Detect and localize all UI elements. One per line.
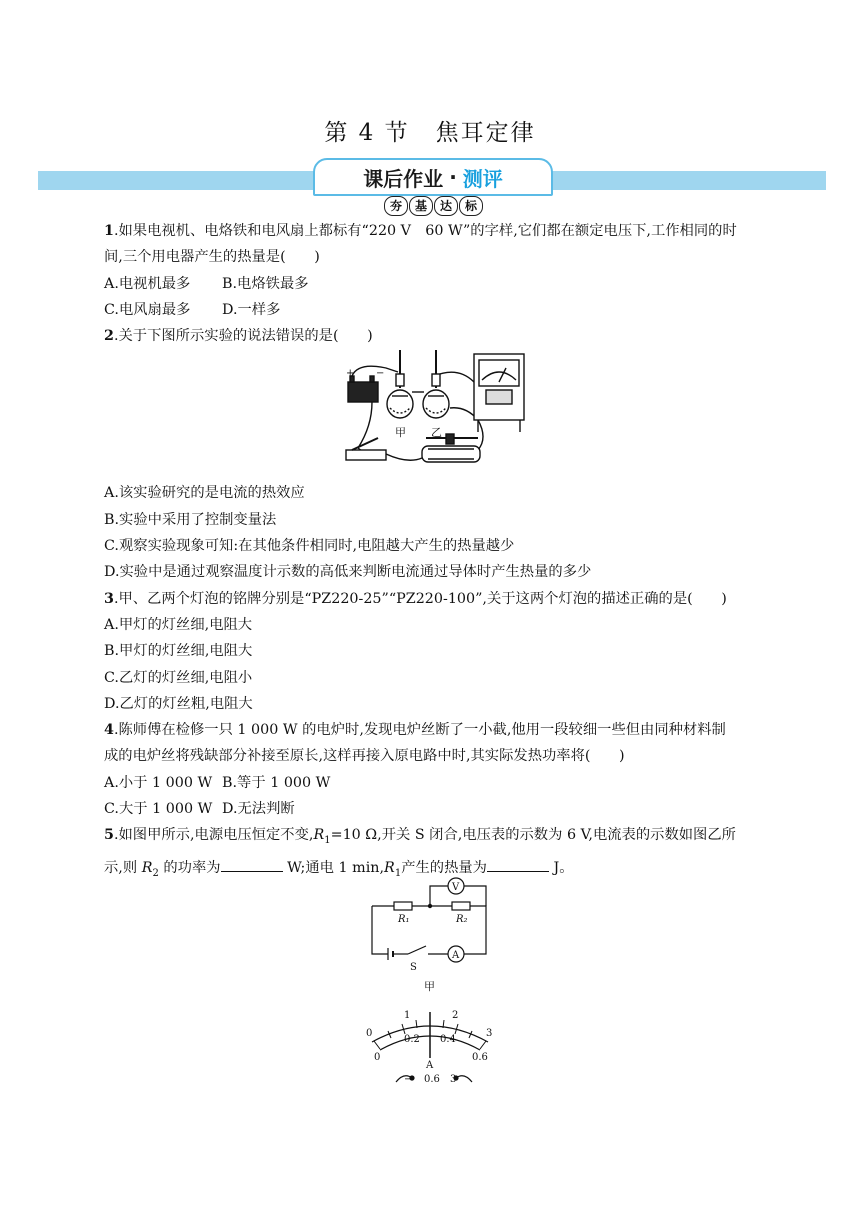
q5-circuit-figure [366,874,492,972]
q1-option-a: A.电视机最多 [104,275,191,292]
badge-char: 达 [434,196,458,216]
badge-char: 基 [409,196,433,216]
ammeter-label: A [452,950,460,961]
battery-icon [348,382,378,402]
flask-label-jia: 甲 [395,426,406,439]
q5-r2-sub: 2 [152,867,159,879]
voltmeter-label: V [452,882,460,893]
q1-text-line1: .如果电视机、电烙铁和电风扇上都标有“220 V 60 W”的字样,它们都在额定电压下,工作相同的时 [113,223,737,239]
q1-number: 1 [104,223,114,239]
q4-option-b: B.等于 1 000 W [222,774,331,791]
section-name: 焦耳定律 [435,120,536,146]
q3-stem [104,586,764,612]
q5-text-e: W;通电 1 min, [282,859,385,876]
q5-text-d: 的功率为 [158,859,221,876]
dial-lower-0.4: 0.4 [440,1034,456,1045]
q2-option-d: D.实验中是通过观察温度计示数的高低来判断电流通过导体时产生热量的多少 [104,564,592,581]
flask-left-icon [387,390,413,418]
banner-part1: 课后作业 [363,166,444,191]
dial-upper-0: 0 [366,1028,373,1039]
q5-r1: R [313,827,325,844]
switch-icon [346,450,386,460]
flask-right-icon [423,390,449,418]
terminal-minus: − [404,1074,413,1085]
r1-label: R₁ [398,914,410,925]
q1-option-c: C.电风扇最多 [104,301,191,318]
badge-char: 标 [459,196,483,216]
q2-number: 2 [104,328,114,345]
q4-options-row2 [104,796,764,822]
q1-options-row2 [104,297,764,323]
q3-option-a: A.甲灯的灯丝细,电阻大 [104,616,253,633]
battery-plus: + [346,368,355,379]
q5-text-b: =10 Ω,开关 S 闭合,电压表的示数为 6 V,电流表的示数如图乙所 [330,827,736,844]
q1-option-b: B.电烙铁最多 [222,275,309,292]
q2-text: .关于下图所示实验的说法错误的是( ) [113,328,373,345]
q4-text-line1: .陈师傅在检修一只 1 000 W 的电炉时,发现电炉丝断了一小截,他用一段较细一些但由同种材料制 [113,722,726,739]
level-badge [384,196,483,216]
q5-text-f: 产生的热量为 [401,859,487,876]
q3-number: 3 [104,590,114,607]
terminal-0.6: 0.6 [424,1074,440,1085]
q5-ammeter-dial-figure [360,1004,500,1096]
q1-options-row1 [104,271,764,297]
q5-r1-sub: 1 [324,835,331,847]
banner-dot: · [449,165,457,189]
dial-upper-3: 3 [486,1028,493,1039]
r2-label: R₂ [456,914,468,925]
section-number: 第 4 节 [324,120,410,146]
q2-option-b: B.实验中采用了控制变量法 [104,511,277,528]
q5-caption-jia: 甲 [424,980,435,993]
q5-r1-sub-again: 1 [394,867,402,879]
q5-blank-heat[interactable] [487,857,549,872]
dial-unit: A [426,1060,434,1071]
badge-char: 夯 [384,196,408,216]
q4-option-c: C.大于 1 000 W [104,801,213,818]
q1-option-d: D.一样多 [222,301,281,318]
q4-number: 4 [104,722,114,739]
flask-label-yi: 乙 [431,426,442,439]
banner-part2: 测评 [462,166,503,191]
questions [104,218,764,887]
battery-minus: − [376,368,385,379]
q3-option-d: D.乙灯的灯丝粗,电阻大 [104,695,253,712]
dial-upper-2: 2 [452,1010,459,1021]
q5-blank-power[interactable] [221,857,283,872]
q5-text-g: J。 [548,859,574,876]
q1-stem [104,218,764,244]
homework-banner [313,158,553,196]
dial-lower-0.6: 0.6 [472,1052,488,1063]
dial-lower-0: 0 [374,1052,381,1063]
q4-options-row1 [104,770,764,796]
terminal-3: 3 [450,1074,457,1085]
q4-stem-cont: 成的电炉丝将残缺部分补接至原长,这样再接入原电路中时,其实际发热功率将( ) [104,748,625,765]
resistor-r2-icon [452,902,470,910]
q5-r2: R [141,859,153,876]
dial-upper-1: 1 [404,1010,411,1021]
q3-option-b: B.甲灯的灯丝细,电阻大 [104,643,253,660]
q2-option-c: C.观察实验现象可知:在其他条件相同时,电阻越大产生的热量越少 [104,538,515,555]
page-title [0,114,860,147]
q2-experiment-figure [338,346,530,474]
q3-option-c: C.乙灯的灯丝细,电阻小 [104,669,253,686]
q5-number: 5 [104,827,114,844]
q2-option-a: A.该实验研究的是电流的热效应 [104,485,305,502]
q1-stem-cont: 间,三个用电器产生的热量是( ) [104,249,320,266]
q5-r1-again: R [384,859,395,876]
q4-stem [104,717,764,743]
q5-stem [104,822,764,854]
dial-lower-0.2: 0.2 [404,1034,420,1045]
switch-label: S [410,962,417,972]
q3-text: .甲、乙两个灯泡的铭牌分别是“PZ220-25”“PZ220-100”,关于这两个灯泡的描述正确的是( ) [113,590,727,607]
resistor-r1-icon [394,902,412,910]
q4-option-d: D.无法判断 [222,801,295,818]
q5-text-c: 示,则 [104,859,142,876]
q4-option-a: A.小于 1 000 W [104,774,213,791]
q5-text-a: .如图甲所示,电源电压恒定不变, [113,827,314,844]
